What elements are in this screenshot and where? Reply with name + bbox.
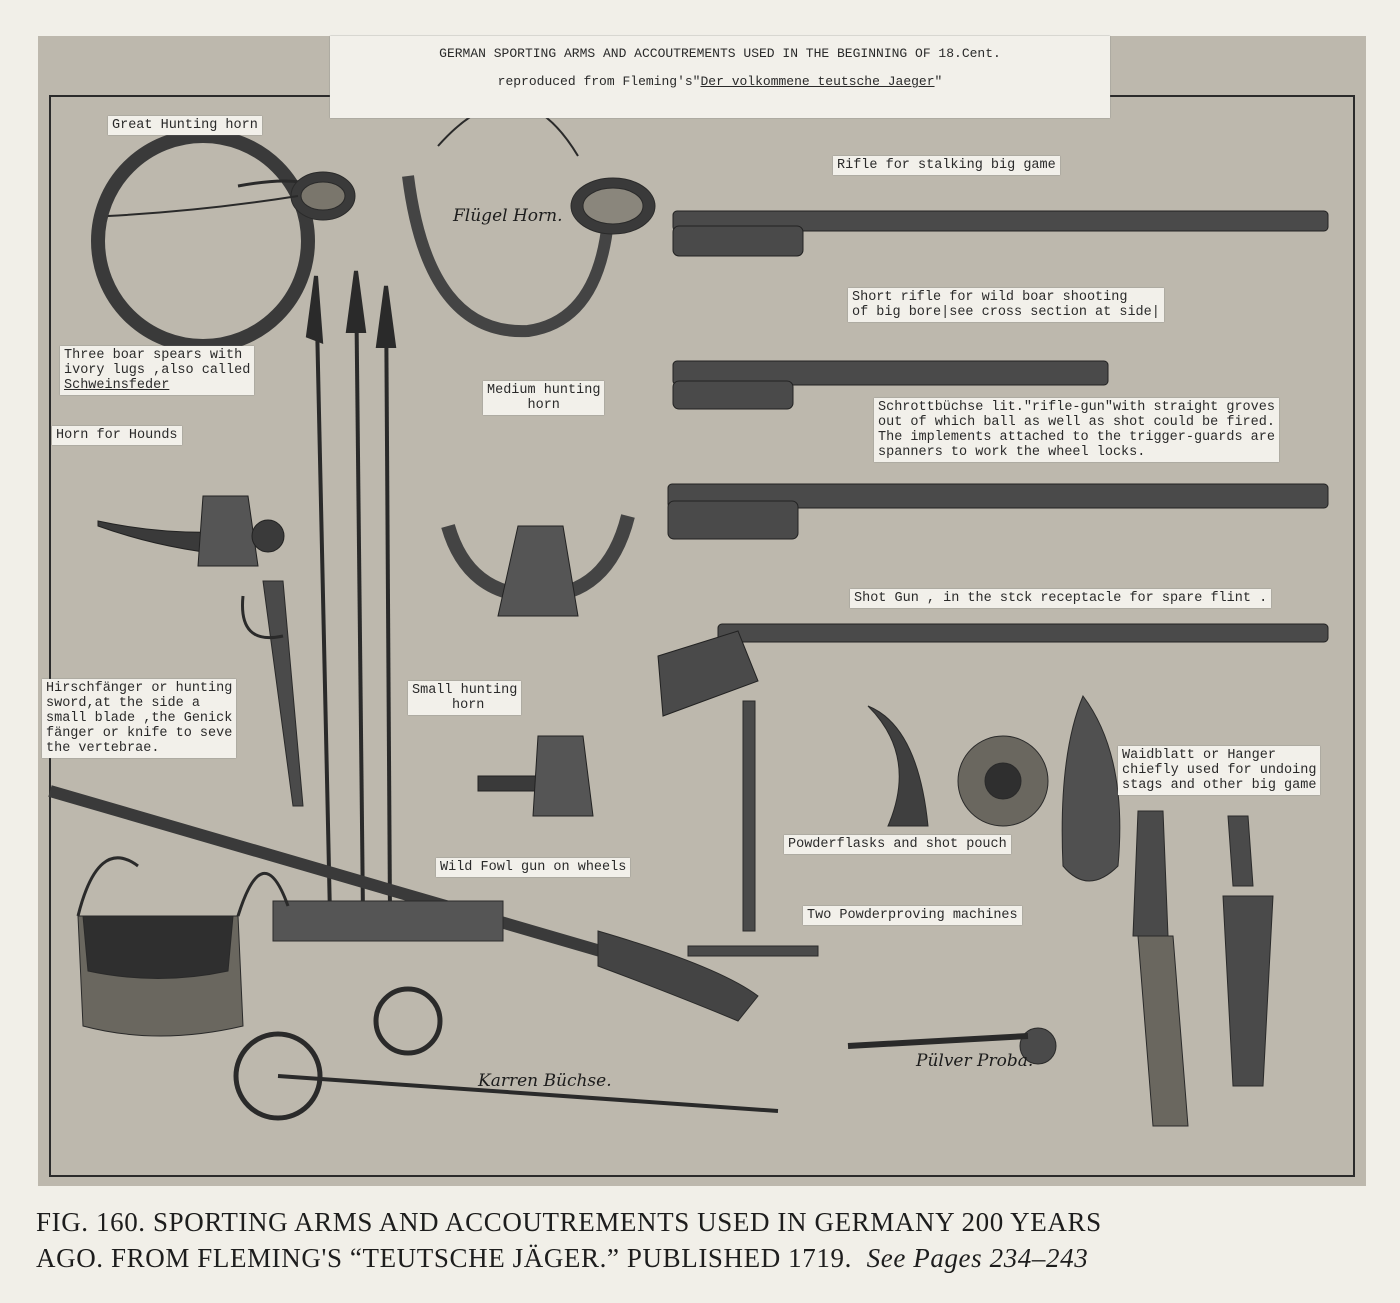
caption-see-pages: See Pages 234–243	[866, 1243, 1089, 1273]
shot-gun	[718, 624, 1328, 642]
header-line-1: GERMAN SPORTING ARMS AND ACCOUTREMENTS USED IN THE BEGINNING OF 18.Cent.	[439, 46, 1001, 61]
label-small-horn: Small hunting horn	[408, 681, 521, 715]
label-hounds-horn: Horn for Hounds	[52, 426, 182, 445]
label-pulver-proba: Pülver Proba.	[916, 1051, 1034, 1071]
label-shot-gun: Shot Gun , in the stck receptacle for spare flint .	[850, 589, 1271, 608]
label-great-hunting-horn: Great Hunting horn	[108, 116, 262, 135]
hunting-pouch-drawing	[78, 858, 288, 1036]
header-book-title: Der volkommene teutsche Jaeger	[700, 74, 935, 89]
label-powderproving: Two Powderproving machines	[803, 906, 1022, 925]
label-karren-buechse: Karren Büchse.	[478, 1071, 612, 1091]
label-rifle-stalking: Rifle for stalking big game	[833, 156, 1060, 175]
hangers-drawing	[1133, 811, 1273, 1126]
boar-spears-drawing	[308, 271, 394, 916]
illustration-plate	[38, 36, 1366, 1186]
plate-header	[330, 36, 1110, 118]
label-boar-spears: Three boar spears with ivory lugs ,also called Schweinsfeder	[60, 346, 254, 395]
caption-line-1: FIG. 160. SPORTING ARMS AND ACCOUTREMENTS USED IN GERMANY 200 YEARS	[36, 1207, 1102, 1237]
label-schrott-buechse: Schrottbüchse lit."rifle-gun"with straight groves out of which ball as well as shot could be fired. The implements attached to the trigger-guards are spanners to work the wheel locks.	[874, 398, 1279, 462]
label-short-rifle: Short rifle for wild boar shooting of big bore|see cross section at side|	[848, 288, 1164, 322]
label-medium-horn: Medium hunting horn	[483, 381, 604, 415]
figure-caption	[36, 1204, 1366, 1276]
rifles-drawing	[658, 211, 1328, 716]
label-fluegel-horn: Flügel Horn.	[453, 206, 563, 226]
label-powderflasks: Powderflasks and shot pouch	[784, 835, 1011, 854]
hunting-sword-drawing	[243, 581, 304, 806]
caption-line-2: AGO. FROM FLEMING'S “TEUTSCHE JÄGER.” PUBLISHED 1719. See Pages 234–243	[36, 1243, 1089, 1273]
header-line-2: reproduced from Fleming's"Der volkommene teutsche Jaeger"	[497, 74, 943, 89]
label-wild-fowl-gun: Wild Fowl gun on wheels	[436, 858, 630, 877]
label-hirschfaenger: Hirschfänger or hunting sword,at the side a small blade ,the Genick fänger or knife to seve the vertebrae.	[42, 679, 236, 758]
engraving-illustration	[38, 36, 1366, 1186]
label-waidblatt: Waidblatt or Hanger chiefly used for undoing stags and other big game	[1118, 746, 1320, 795]
